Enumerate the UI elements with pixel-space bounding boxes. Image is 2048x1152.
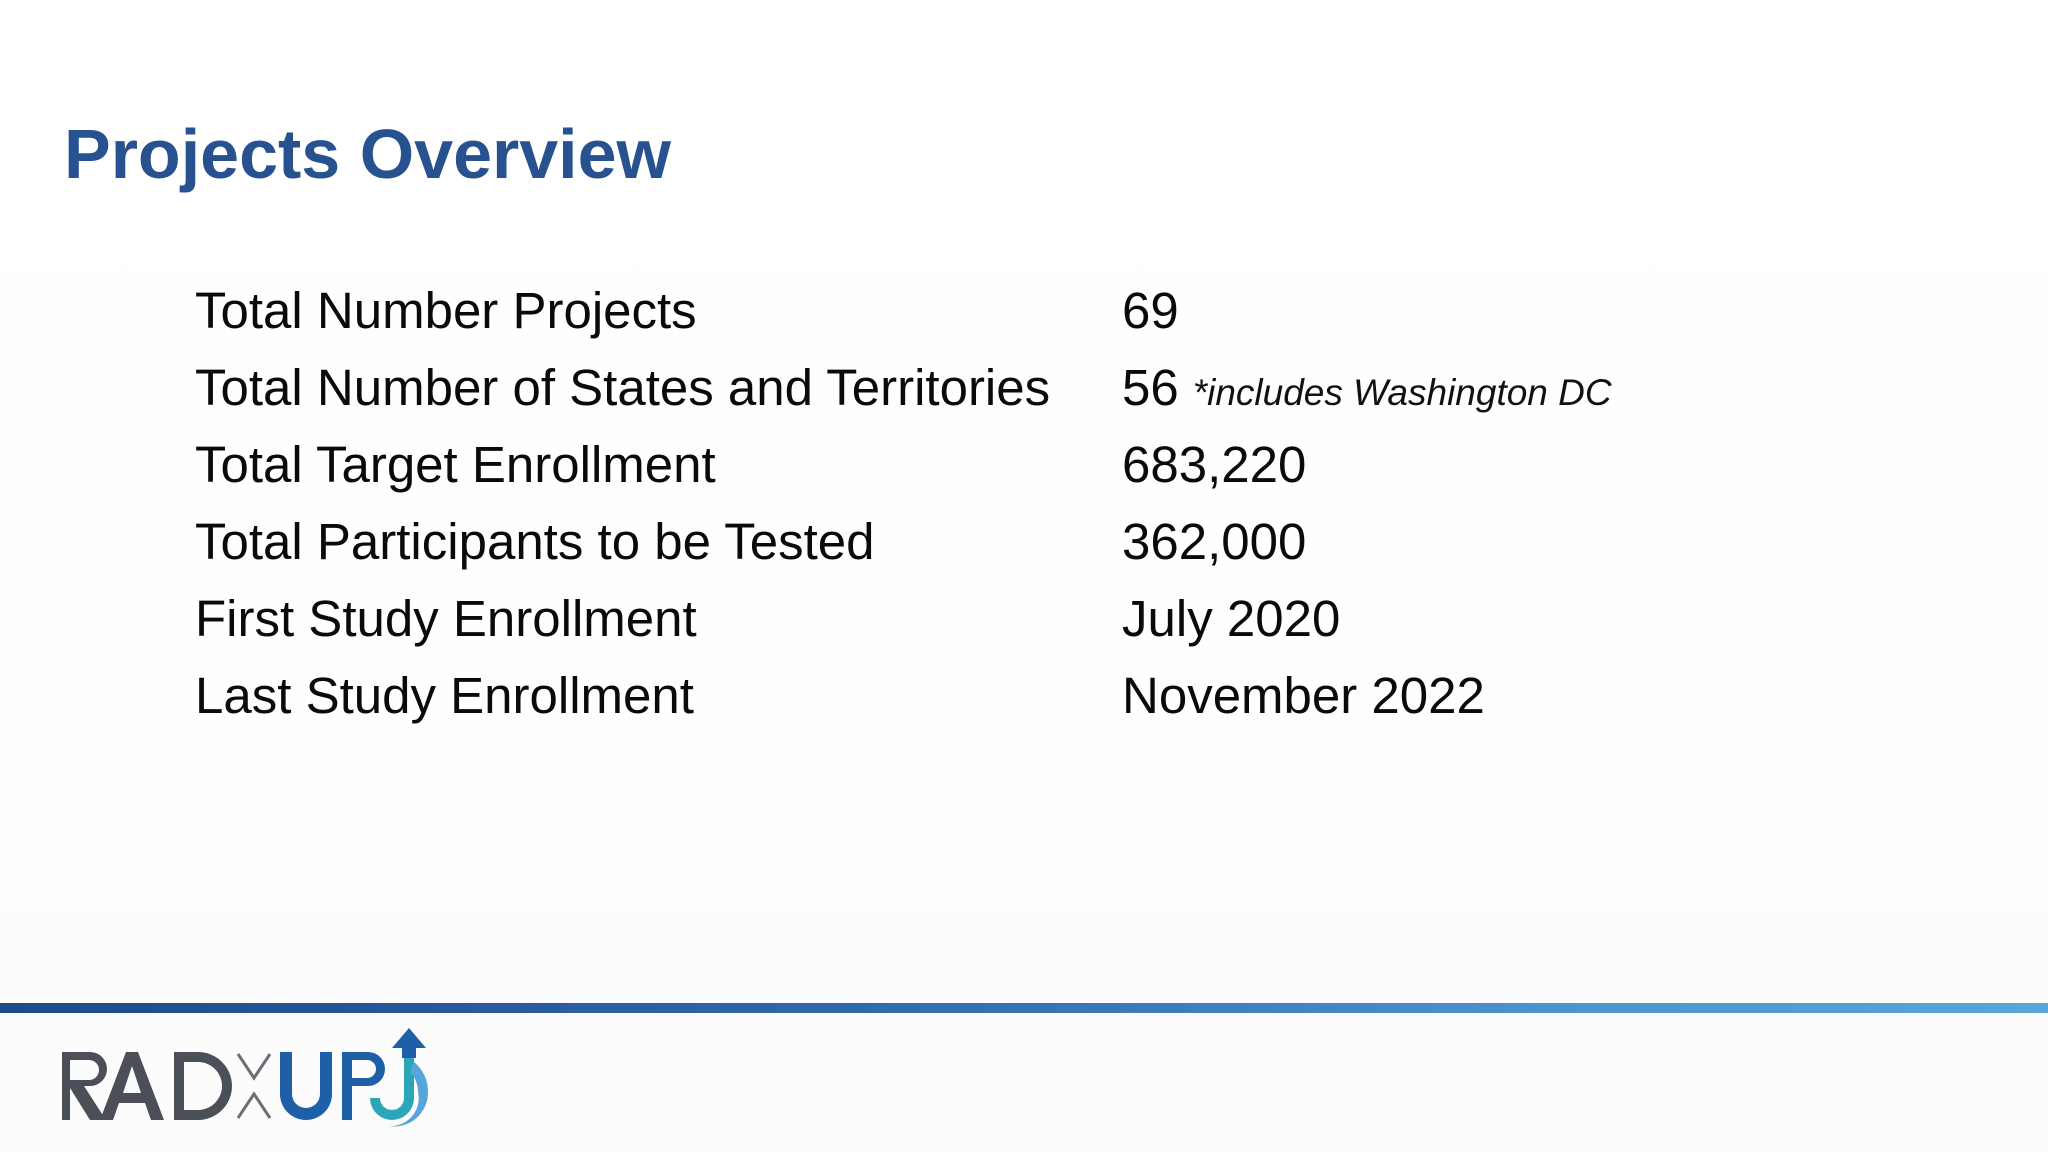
- stat-value-cell: [1122, 426, 1695, 503]
- stat-value: November 2022: [1122, 667, 1485, 724]
- stats-table: [195, 272, 1695, 734]
- stat-value: July 2020: [1122, 590, 1341, 647]
- footer-divider: [0, 1003, 2048, 1013]
- stat-value: 683,220: [1122, 436, 1307, 493]
- stat-row: [195, 580, 1695, 657]
- stat-value-cell: [1122, 349, 1695, 426]
- stat-value-cell: [1122, 272, 1695, 349]
- stat-value: 56: [1122, 359, 1179, 416]
- stat-value: 69: [1122, 282, 1179, 339]
- logo-letters: [62, 1028, 428, 1127]
- stat-row: [195, 503, 1695, 580]
- radxup-logo: [58, 1022, 458, 1140]
- stat-label: First Study Enrollment: [195, 590, 697, 647]
- stat-label: Total Target Enrollment: [195, 436, 716, 493]
- stat-label: Total Number Projects: [195, 282, 697, 339]
- stat-row: [195, 272, 1695, 349]
- stat-value-cell: [1122, 580, 1695, 657]
- stat-value: 362,000: [1122, 513, 1307, 570]
- stat-label: Last Study Enrollment: [195, 667, 694, 724]
- stat-row: [195, 349, 1695, 426]
- page-title: Projects Overview: [64, 115, 671, 193]
- stat-row: [195, 657, 1695, 734]
- stat-value-cell: [1122, 657, 1695, 734]
- stat-label: Total Number of States and Territories: [195, 359, 1051, 416]
- stat-note: *includes Washington DC: [1192, 372, 1612, 413]
- stat-row: [195, 426, 1695, 503]
- stat-label: Total Participants to be Tested: [195, 513, 875, 570]
- stat-value-cell: [1122, 503, 1695, 580]
